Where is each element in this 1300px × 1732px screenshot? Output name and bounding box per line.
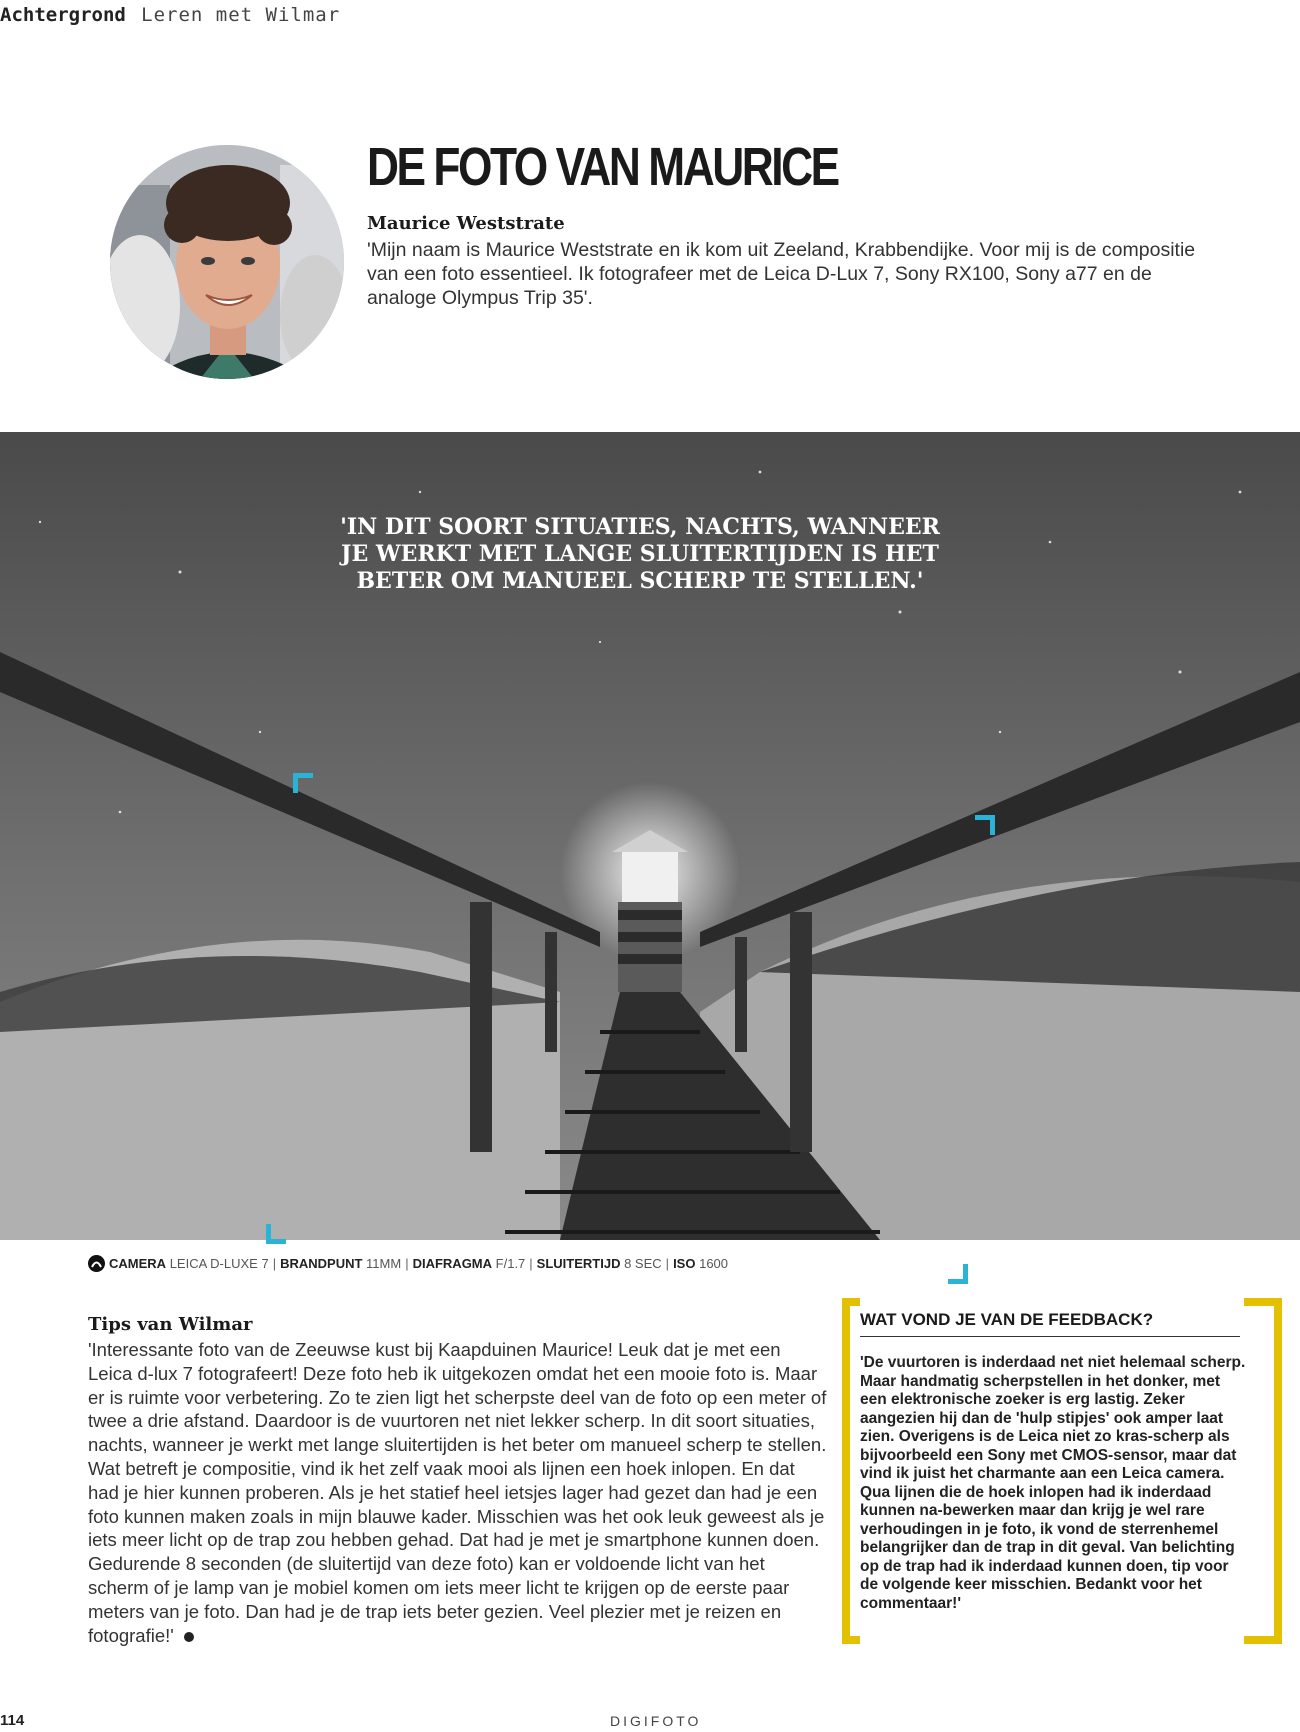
- pull-quote: 'IN DIT SOORT SITUATIES, NACHTS, WANNEER JE WERKT MET LANGE SLUITERTIJDEN IS HET BETER OM MANUEEL SCHERP TE STELLEN.': [340, 514, 940, 594]
- crop-frame-bottom-left: [266, 1224, 286, 1244]
- spec-shutter-label: SLUITERTIJD: [536, 1256, 621, 1271]
- crop-frame-bottom-right: [948, 1264, 968, 1284]
- featured-photo: [0, 432, 1300, 1240]
- spec-aperture-label: DIAFRAGMA: [412, 1256, 493, 1271]
- author-name: Maurice Weststrate: [367, 213, 565, 234]
- author-bio: 'Mijn naam is Maurice Weststrate en ik kom uit Zeeland, Krabbendijke. Voor mij is de compositie van een foto essentieel. Ik fotografeer met de Leica D-Lux 7, Sony RX100, Sony a77 en de analoge Olympus Trip 35'.: [367, 239, 1196, 309]
- magazine-brand: DIGIFOTO: [610, 1713, 702, 1729]
- header-section: Achtergrond: [0, 4, 126, 26]
- feedback-heading: WAT VOND JE VAN DE FEEDBACK?: [860, 1310, 1240, 1337]
- spec-iso-label: ISO: [673, 1256, 696, 1271]
- end-mark-icon: [184, 1632, 194, 1642]
- spec-camera-value: LEICA D-LUXE 7: [169, 1256, 269, 1271]
- running-header: [0, 4, 340, 27]
- feedback-box: [842, 1298, 1282, 1644]
- feedback-body: 'De vuurtoren is inderdaad net niet helemaal scherp. Maar handmatig scherpstellen in het donker, met een elektronische zoeker is erg lastig. Zeker aangezien hij dan de 'hulp stipjes' ook amper laat zien. Overigens is de Leica niet zo kras-scherp als bijvoorbeeld een Sony met CMOS-sensor, maar dat vind ik juist het charmante aan een Leica camera. Qua lijnen die de hoek inlopen had ik inderdaad kunnen na-bewerken maar dan krijg je wel rare verhoudingen in je foto, ik vond de sterrenhemel belangrijker dan de trap in dit geval. Van belichting op de trap had ik inderdaad kunnen doen, tip voor de volgende keer misschien. Bedankt voor het commentaar!': [860, 1354, 1246, 1612]
- spec-camera-label: CAMERA: [109, 1256, 167, 1271]
- crop-frame-top-right: [975, 815, 995, 835]
- exif-specs: CAMERA LEICA D-LUXE 7 | BRANDPUNT 11MM | DIAFRAGMA F/1.7 | SLUITERTIJD 8 SEC | ISO 1600: [88, 1255, 728, 1272]
- spec-focal-value: 11MM: [366, 1256, 402, 1271]
- camera-icon: [88, 1255, 105, 1272]
- spec-aperture-value: F/1.7: [495, 1256, 526, 1271]
- tips-text: 'Interessante foto van de Zeeuwse kust bij Kaapduinen Maurice! Leuk dat je met een Leica d-lux 7 fotografeert! Deze foto heb ik uitgekozen omdat het een mooie foto is. Maar er is ruimte voor verbetering. Zo te zien ligt het scherpste deel van de foto op een meter of twee a drie afstand. Daardoor is de vuurtoren net niet lekker scherp. In dit soort situaties, nachts, wanneer je werkt met lange sluitertijden is het beter om manueel scherp te stellen. Wat betreft je compositie, vind ik het zelf vaak mooi als lijnen een hoek inlopen. En dat had je hier kunnen proberen. Als je het statief heel ietsjes lager had gezet dan had je een foto kunnen maken zoals in mijn blauwe kader. Misschien was het ook leuk geweest als je iets meer licht op de trap zou hebben gehad. Dat had je met je smartphone kunnen doen. Gedurende 8 seconden (de sluitertijd van deze foto) kan er voldoende licht van het scherm of je lamp van je mobiel komen om iets meer licht te krijgen op de eerste paar meters van je foto. Dan had je de trap iets beter gezien. Veel plezier met je reizen en fotografie!': [88, 1339, 827, 1646]
- bracket-right: [1244, 1298, 1282, 1644]
- bracket-left: [842, 1298, 860, 1644]
- article-title: DE FOTO VAN MAURICE: [367, 137, 838, 197]
- page-number: 114: [0, 1712, 25, 1729]
- spec-iso-value: 1600: [699, 1256, 729, 1271]
- tips-body: [88, 1338, 828, 1647]
- author-portrait: [110, 145, 344, 379]
- spec-shutter-value: 8 SEC: [624, 1256, 662, 1271]
- spec-focal-label: BRANDPUNT: [280, 1256, 363, 1271]
- tips-heading: Tips van Wilmar: [88, 1314, 253, 1335]
- crop-frame-top-left: [293, 773, 313, 793]
- header-subsection: Leren met Wilmar: [141, 4, 341, 26]
